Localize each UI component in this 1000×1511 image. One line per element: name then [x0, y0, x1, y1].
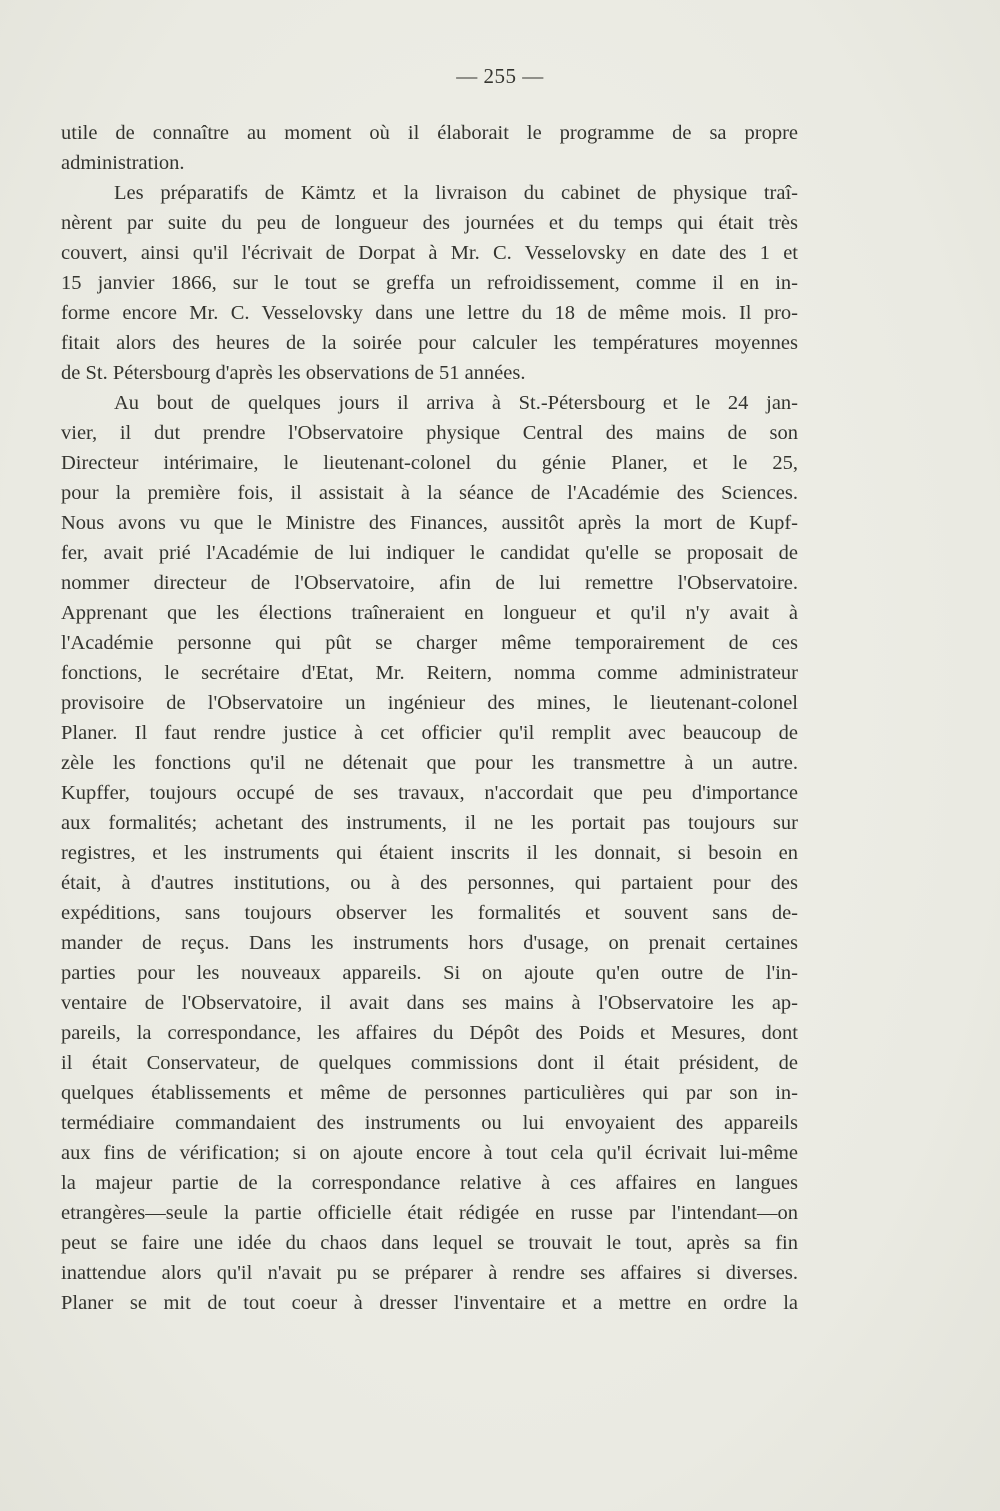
text-line: parties pour les nouveaux appareils. Si on ajoute qu'en outre de l'in-: [61, 962, 798, 984]
body-text: [61, 118, 798, 1318]
text-line: quelques établissements et même de personnes particulières qui par son in-: [61, 1082, 798, 1104]
text-line: peut se faire une idée du chaos dans lequel se trouvait le tout, après sa fin: [61, 1232, 798, 1254]
text-line: Les préparatifs de Kämtz et la livraison du cabinet de physique traî-: [114, 182, 798, 204]
text-line: nèrent par suite du peu de longueur des journées et du temps qui était très: [61, 212, 798, 234]
text-line: administration.: [61, 152, 185, 174]
text-line: registres, et les instruments qui étaient inscrits il les donnait, si besoin en: [61, 842, 798, 864]
text-line: mander de reçus. Dans les instruments hors d'usage, on prenait certaines: [61, 932, 798, 954]
text-line: fonctions, le secrétaire d'Etat, Mr. Reitern, nomma comme administrateur: [61, 662, 798, 684]
page-number: — 255 —: [456, 64, 544, 88]
text-line: Au bout de quelques jours il arriva à St.-Pétersbourg et le 24 jan-: [114, 392, 798, 414]
text-line: Kupffer, toujours occupé de ses travaux, n'accordait que peu d'importance: [61, 782, 798, 804]
text-line: zèle les fonctions qu'il ne détenait que pour les transmettre à un autre.: [61, 752, 798, 774]
text-line: Planer se mit de tout coeur à dresser l'inventaire et a mettre en ordre la: [61, 1292, 798, 1314]
text-line: utile de connaître au moment où il élaborait le programme de sa propre: [61, 122, 798, 144]
text-line: termédiaire commandaient des instruments ou lui envoyaient des appareils: [61, 1112, 798, 1134]
text-line: provisoire de l'Observatoire un ingénieur des mines, le lieutenant-colonel: [61, 692, 798, 714]
text-line: couvert, ainsi qu'il l'écrivait de Dorpat à Mr. C. Vesselovsky en date des 1 et: [61, 242, 798, 264]
text-line: expéditions, sans toujours observer les formalités et souvent sans de-: [61, 902, 798, 924]
text-line: vier, il dut prendre l'Observatoire physique Central des mains de son: [61, 422, 798, 444]
text-line: nommer directeur de l'Observatoire, afin de lui remettre l'Observatoire.: [61, 572, 798, 594]
text-line: ventaire de l'Observatoire, il avait dans ses mains à l'Observatoire les ap-: [61, 992, 798, 1014]
text-line: 15 janvier 1866, sur le tout se greffa un refroidissement, comme il en in-: [61, 272, 798, 294]
text-line: il était Conservateur, de quelques commissions dont il était président, de: [61, 1052, 798, 1074]
text-line: Apprenant que les élections traîneraient en longueur et qu'il n'y avait à: [61, 602, 798, 624]
text-line: forme encore Mr. C. Vesselovsky dans une lettre du 18 de même mois. Il pro-: [61, 302, 798, 324]
text-line: Planer. Il faut rendre justice à cet officier qu'il remplit avec beaucoup de: [61, 722, 798, 744]
text-line: l'Académie personne qui pût se charger même temporairement de ces: [61, 632, 798, 654]
text-line: pour la première fois, il assistait à la séance de l'Académie des Sciences.: [61, 482, 798, 504]
text-line: fitait alors des heures de la soirée pour calculer les températures moyennes: [61, 332, 798, 354]
text-line: etrangères—seule la partie officielle était rédigée en russe par l'intendant—on: [61, 1202, 798, 1224]
text-line: fer, avait prié l'Académie de lui indiquer le candidat qu'elle se proposait de: [61, 542, 798, 564]
text-line: aux fins de vérification; si on ajoute encore à tout cela qu'il écrivait lui-même: [61, 1142, 798, 1164]
text-line: était, à d'autres institutions, ou à des personnes, qui partaient pour des: [61, 872, 798, 894]
text-line: aux formalités; achetant des instruments, il ne les portait pas toujours sur: [61, 812, 798, 834]
text-line: pareils, la correspondance, les affaires du Dépôt des Poids et Mesures, dont: [61, 1022, 798, 1044]
text-line: Directeur intérimaire, le lieutenant-colonel du génie Planer, et le 25,: [61, 452, 798, 474]
text-line: de St. Pétersbourg d'après les observations de 51 années.: [61, 362, 526, 384]
text-line: inattendue alors qu'il n'avait pu se préparer à rendre ses affaires si diverses.: [61, 1262, 798, 1284]
text-line: la majeur partie de la correspondance relative à ces affaires en langues: [61, 1172, 798, 1194]
text-line: Nous avons vu que le Ministre des Finances, aussitôt après la mort de Kupf-: [61, 512, 798, 534]
